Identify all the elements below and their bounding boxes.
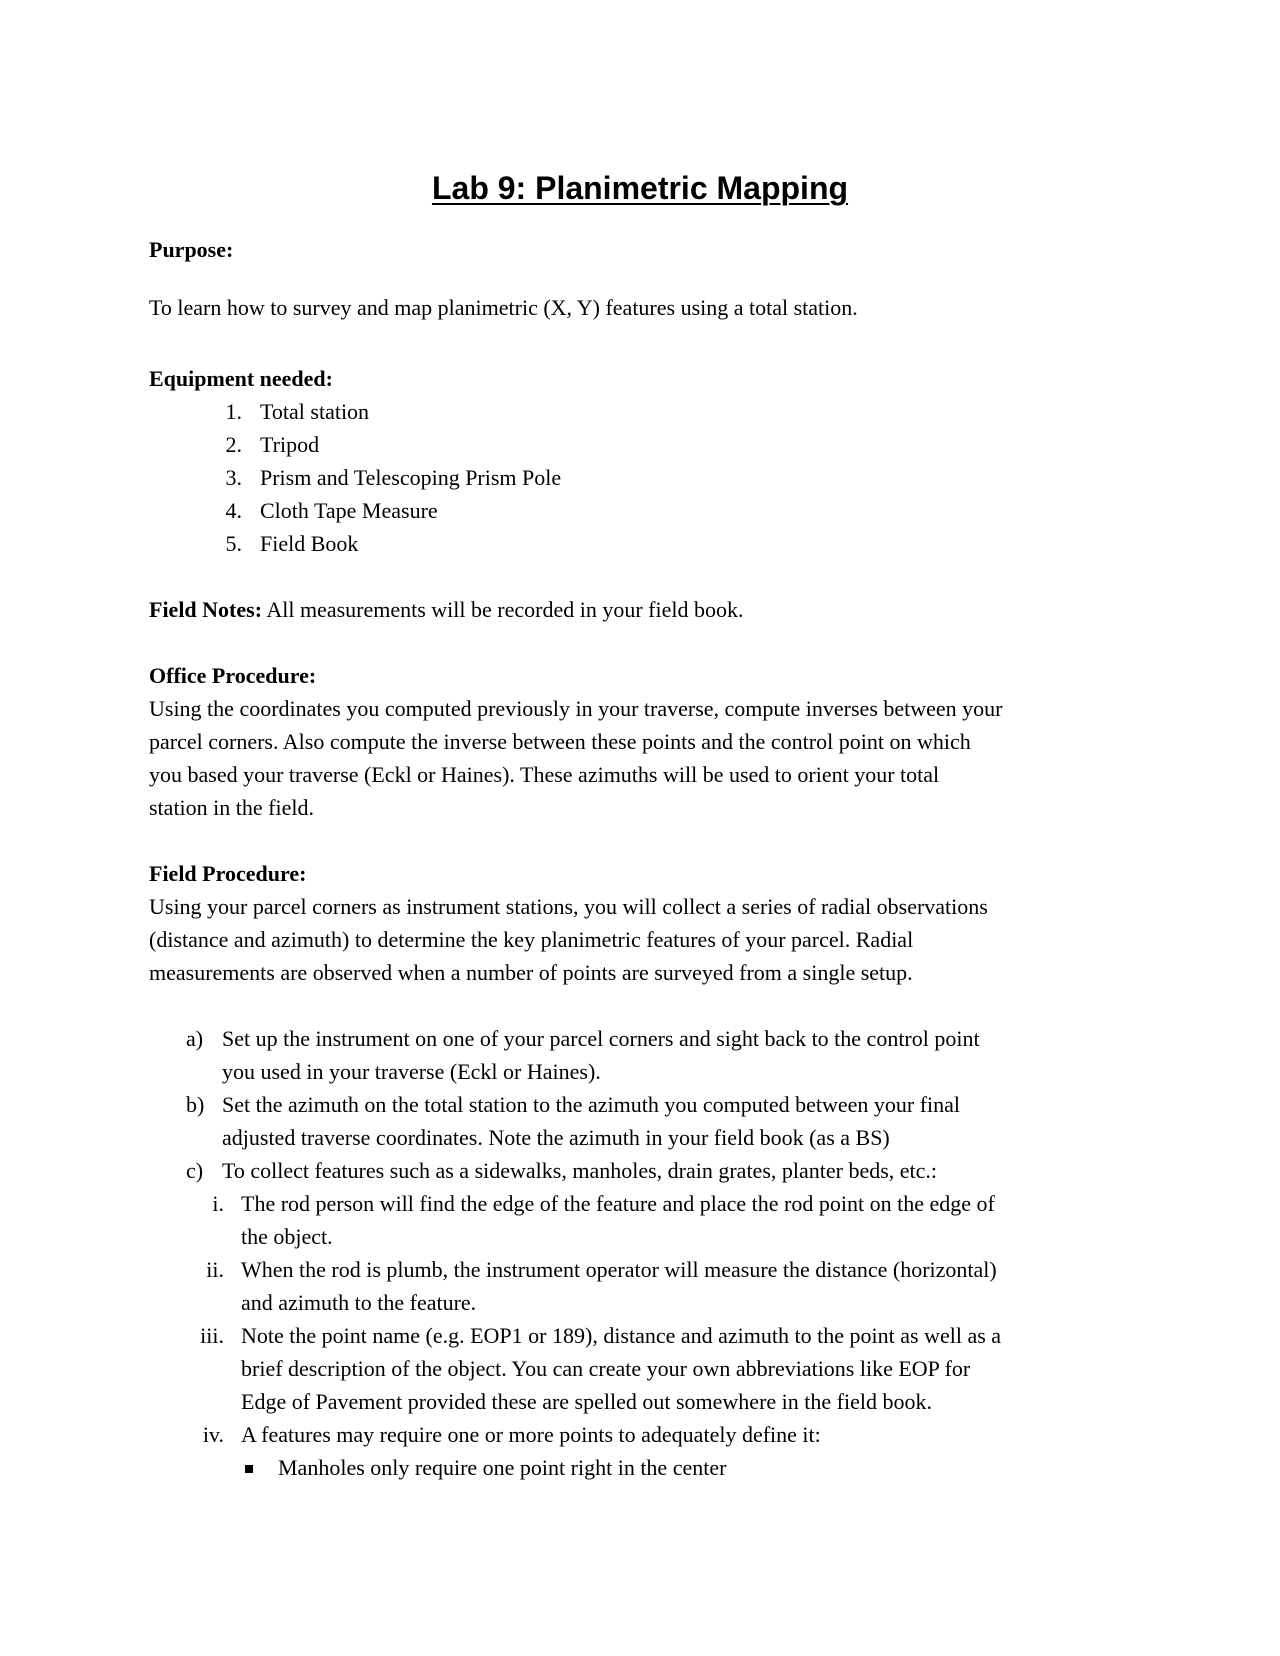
step-marker: a) bbox=[186, 1026, 204, 1051]
office-procedure-line: parcel corners. Also compute the inverse between these points and the control point on which bbox=[149, 729, 971, 754]
substep-line: and azimuth to the feature. bbox=[241, 1290, 477, 1315]
list-item: Cloth Tape Measure bbox=[260, 498, 438, 523]
step-line: adjusted traverse coordinates. Note the azimuth in your field book (as a BS) bbox=[222, 1125, 890, 1150]
field-procedure-heading: Field Procedure: bbox=[149, 861, 307, 886]
field-procedure-line: Using your parcel corners as instrument stations, you will collect a series of radial observations bbox=[149, 894, 988, 919]
step-line: To collect features such as a sidewalks, manholes, drain grates, planter beds, etc.: bbox=[222, 1158, 938, 1183]
bullet-item: Manholes only require one point right in the center bbox=[278, 1455, 727, 1480]
substep-line: Edge of Pavement provided these are spelled out somewhere in the field book. bbox=[241, 1389, 932, 1414]
office-procedure-line: you based your traverse (Eckl or Haines). These azimuths will be used to orient your total bbox=[149, 762, 940, 787]
substep-line: brief description of the object. You can create your own abbreviations like EOP for bbox=[241, 1356, 971, 1381]
field-notes-text: All measurements will be recorded in your field book. bbox=[266, 597, 744, 622]
substep-line: the object. bbox=[241, 1224, 333, 1249]
list-item: Prism and Telescoping Prism Pole bbox=[260, 465, 562, 490]
step-marker: b) bbox=[186, 1092, 205, 1117]
step-marker: c) bbox=[186, 1158, 204, 1183]
list-item-number: 4. bbox=[225, 498, 242, 523]
step-line: Set the azimuth on the total station to the azimuth you computed between your final bbox=[222, 1092, 961, 1117]
purpose-heading: Purpose: bbox=[149, 237, 234, 262]
page-title: Lab 9: Planimetric Mapping bbox=[431, 170, 849, 206]
substep-marker: i. bbox=[212, 1191, 224, 1216]
list-item: Tripod bbox=[260, 432, 320, 457]
office-procedure-line: station in the field. bbox=[149, 795, 314, 820]
office-procedure-heading: Office Procedure: bbox=[149, 663, 317, 688]
equipment-heading: Equipment needed: bbox=[149, 366, 333, 391]
list-item: Total station bbox=[260, 399, 370, 424]
step-line: Set up the instrument on one of your parcel corners and sight back to the control point bbox=[222, 1026, 980, 1051]
substep-line: A features may require one or more points to adequately define it: bbox=[241, 1422, 821, 1447]
office-procedure-line: Using the coordinates you computed previously in your traverse, compute inverses between your bbox=[149, 696, 1003, 721]
substep-line: The rod person will find the edge of the feature and place the rod point on the edge of bbox=[241, 1191, 995, 1216]
purpose-text: To learn how to survey and map planimetric (X, Y) features using a total station. bbox=[149, 295, 858, 320]
field-procedure-line: (distance and azimuth) to determine the key planimetric features of your parcel. Radial bbox=[149, 927, 914, 952]
list-item-number: 5. bbox=[225, 531, 242, 556]
list-item-number: 1. bbox=[225, 399, 242, 424]
field-procedure-line: measurements are observed when a number of points are surveyed from a single setup. bbox=[149, 960, 913, 985]
field-notes-heading: Field Notes: bbox=[149, 597, 263, 622]
substep-marker: iv. bbox=[202, 1422, 224, 1447]
list-item: Field Book bbox=[260, 531, 359, 556]
substep-line: Note the point name (e.g. EOP1 or 189), distance and azimuth to the point as well as a bbox=[241, 1323, 1002, 1348]
field-notes-paragraph bbox=[149, 599, 743, 621]
square-bullet-icon bbox=[245, 1465, 253, 1473]
list-item-number: 3. bbox=[225, 465, 242, 490]
step-line: you used in your traverse (Eckl or Haines). bbox=[222, 1059, 601, 1084]
substep-marker: iii. bbox=[200, 1323, 224, 1348]
substep-marker: ii. bbox=[206, 1257, 224, 1282]
list-item-number: 2. bbox=[225, 432, 242, 457]
substep-line: When the rod is plumb, the instrument operator will measure the distance (horizontal) bbox=[241, 1257, 997, 1282]
